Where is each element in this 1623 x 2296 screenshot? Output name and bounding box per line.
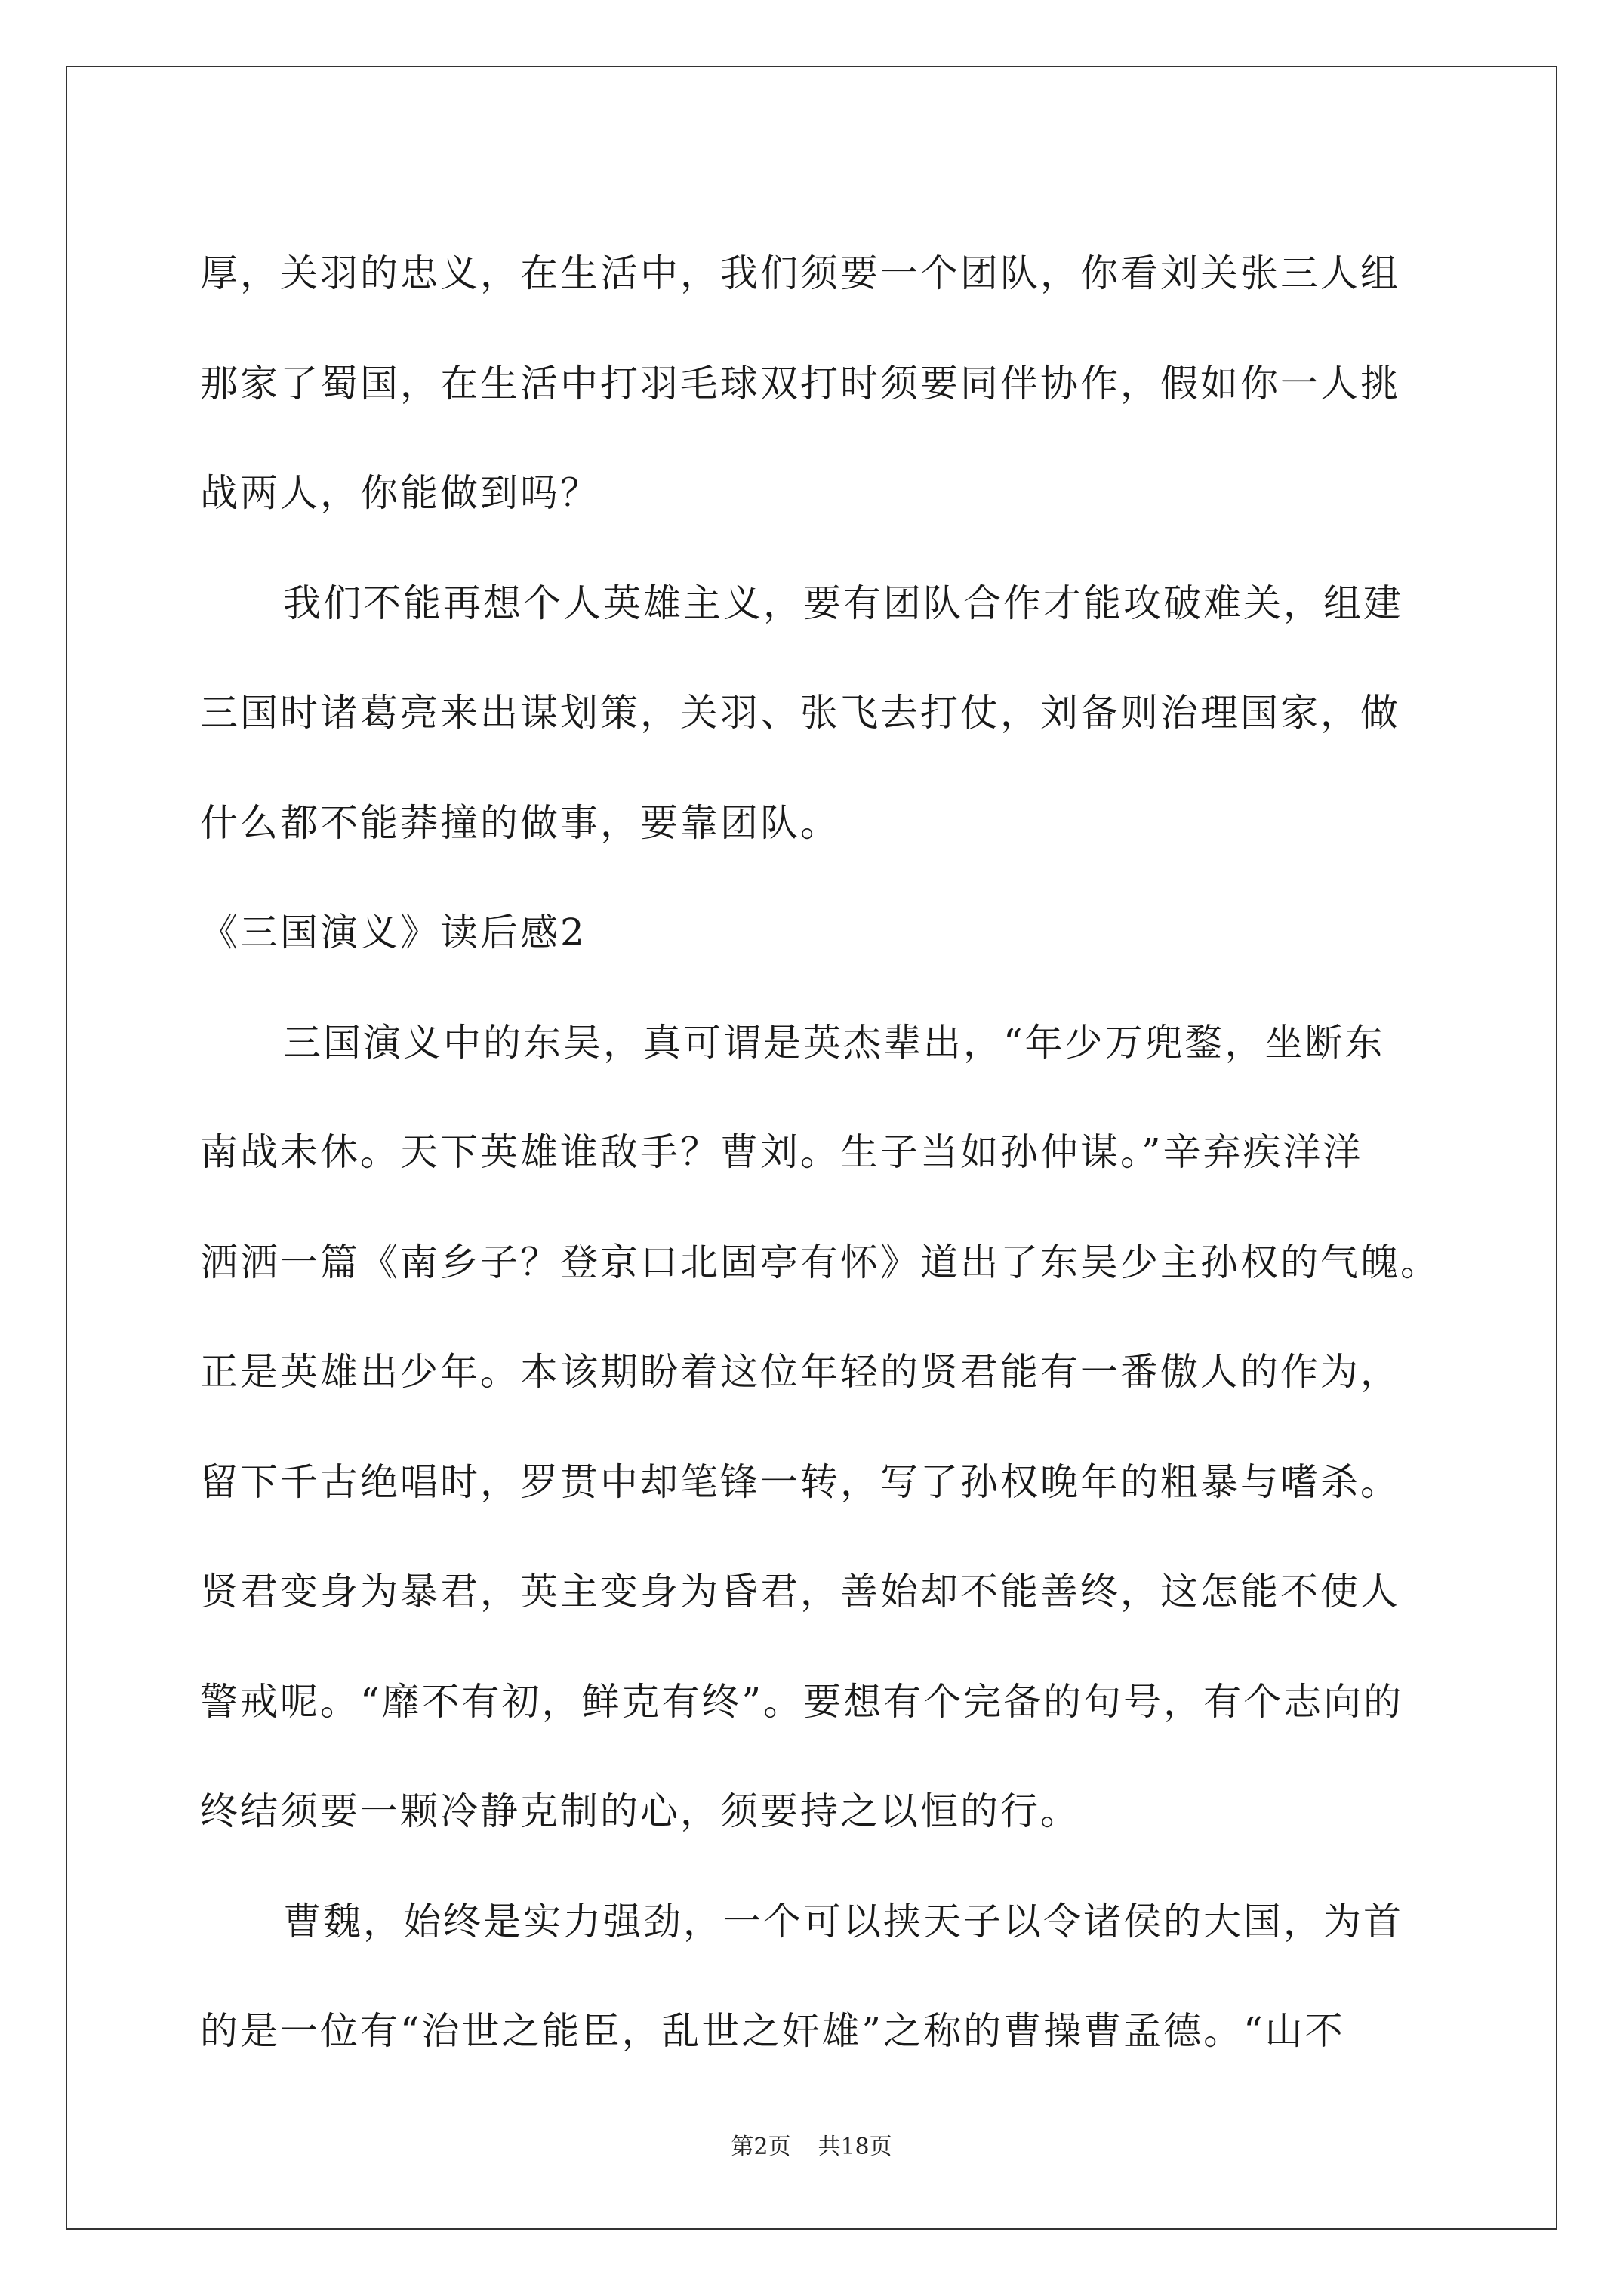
document-body bbox=[200, 219, 1438, 2087]
paragraph-3 bbox=[200, 988, 1438, 1867]
text-line: 正是英雄出少年。本该期盼着这位年轻的贤君能有一番傲人的作为， bbox=[200, 1350, 1400, 1394]
text-line: 三国时诸葛亮来出谋划策，关羽、张飞去打仗，刘备则治理国家，做 bbox=[200, 691, 1400, 735]
page-footer bbox=[0, 2128, 1623, 2161]
text-line: 我们不能再想个人英雄主义，要有团队合作才能攻破难关，组建 bbox=[283, 581, 1403, 625]
paragraph-4 bbox=[200, 1867, 1438, 2087]
text-line: 洒洒一篇《南乡子？登京口北固亭有怀》道出了东吴少主孙权的气魄。 bbox=[200, 1240, 1440, 1284]
text-line: 三国演义中的东吴，真可谓是英杰辈出，“年少万兜鍪，坐断东 bbox=[283, 1020, 1385, 1065]
text-line: 终结须要一颗冷静克制的心，须要持之以恒的行。 bbox=[200, 1789, 1080, 1833]
text-line: 的是一位有“治世之能臣，乱世之奸雄”之称的曹操曹孟德。“山不 bbox=[200, 2009, 1345, 2053]
text-line: 什么都不能莽撞的做事，要靠团队。 bbox=[200, 800, 840, 845]
section-heading bbox=[200, 878, 1438, 988]
text-line: 贤君变身为暴君，英主变身为昏君，善始却不能善终，这怎能不使人 bbox=[200, 1570, 1400, 1613]
text-line: 警戒呢。“靡不有初，鲜克有终”。要想有个完备的句号，有个志向的 bbox=[200, 1679, 1404, 1724]
text-line: 曹魏，始终是实力强劲，一个可以挟天子以令诸侯的大国，为首 bbox=[283, 1899, 1403, 1943]
text-line: 那家了蜀国，在生活中打羽毛球双打时须要同伴协作，假如你一人挑 bbox=[200, 361, 1400, 405]
paragraph-2 bbox=[200, 549, 1438, 879]
text-line: 战两人，你能做到吗？ bbox=[200, 471, 600, 515]
page-total: 共18页 bbox=[818, 2134, 892, 2160]
text-line: 留下千古绝唱时，罗贯中却笔锋一转，写了孙权晚年的粗暴与嗜杀。 bbox=[200, 1459, 1400, 1504]
page-number: 第2页 bbox=[731, 2134, 791, 2160]
paragraph-1 bbox=[200, 219, 1438, 549]
text-line: 南战未休。天下英雄谁敌手？曹刘。生子当如孙仲谋。”辛弃疾洋洋 bbox=[200, 1130, 1363, 1174]
text-line: 厚，关羽的忠义，在生活中，我们须要一个团队，你看刘关张三人组 bbox=[200, 251, 1400, 295]
heading-line: 《三国演义》读后感2 bbox=[200, 911, 587, 954]
